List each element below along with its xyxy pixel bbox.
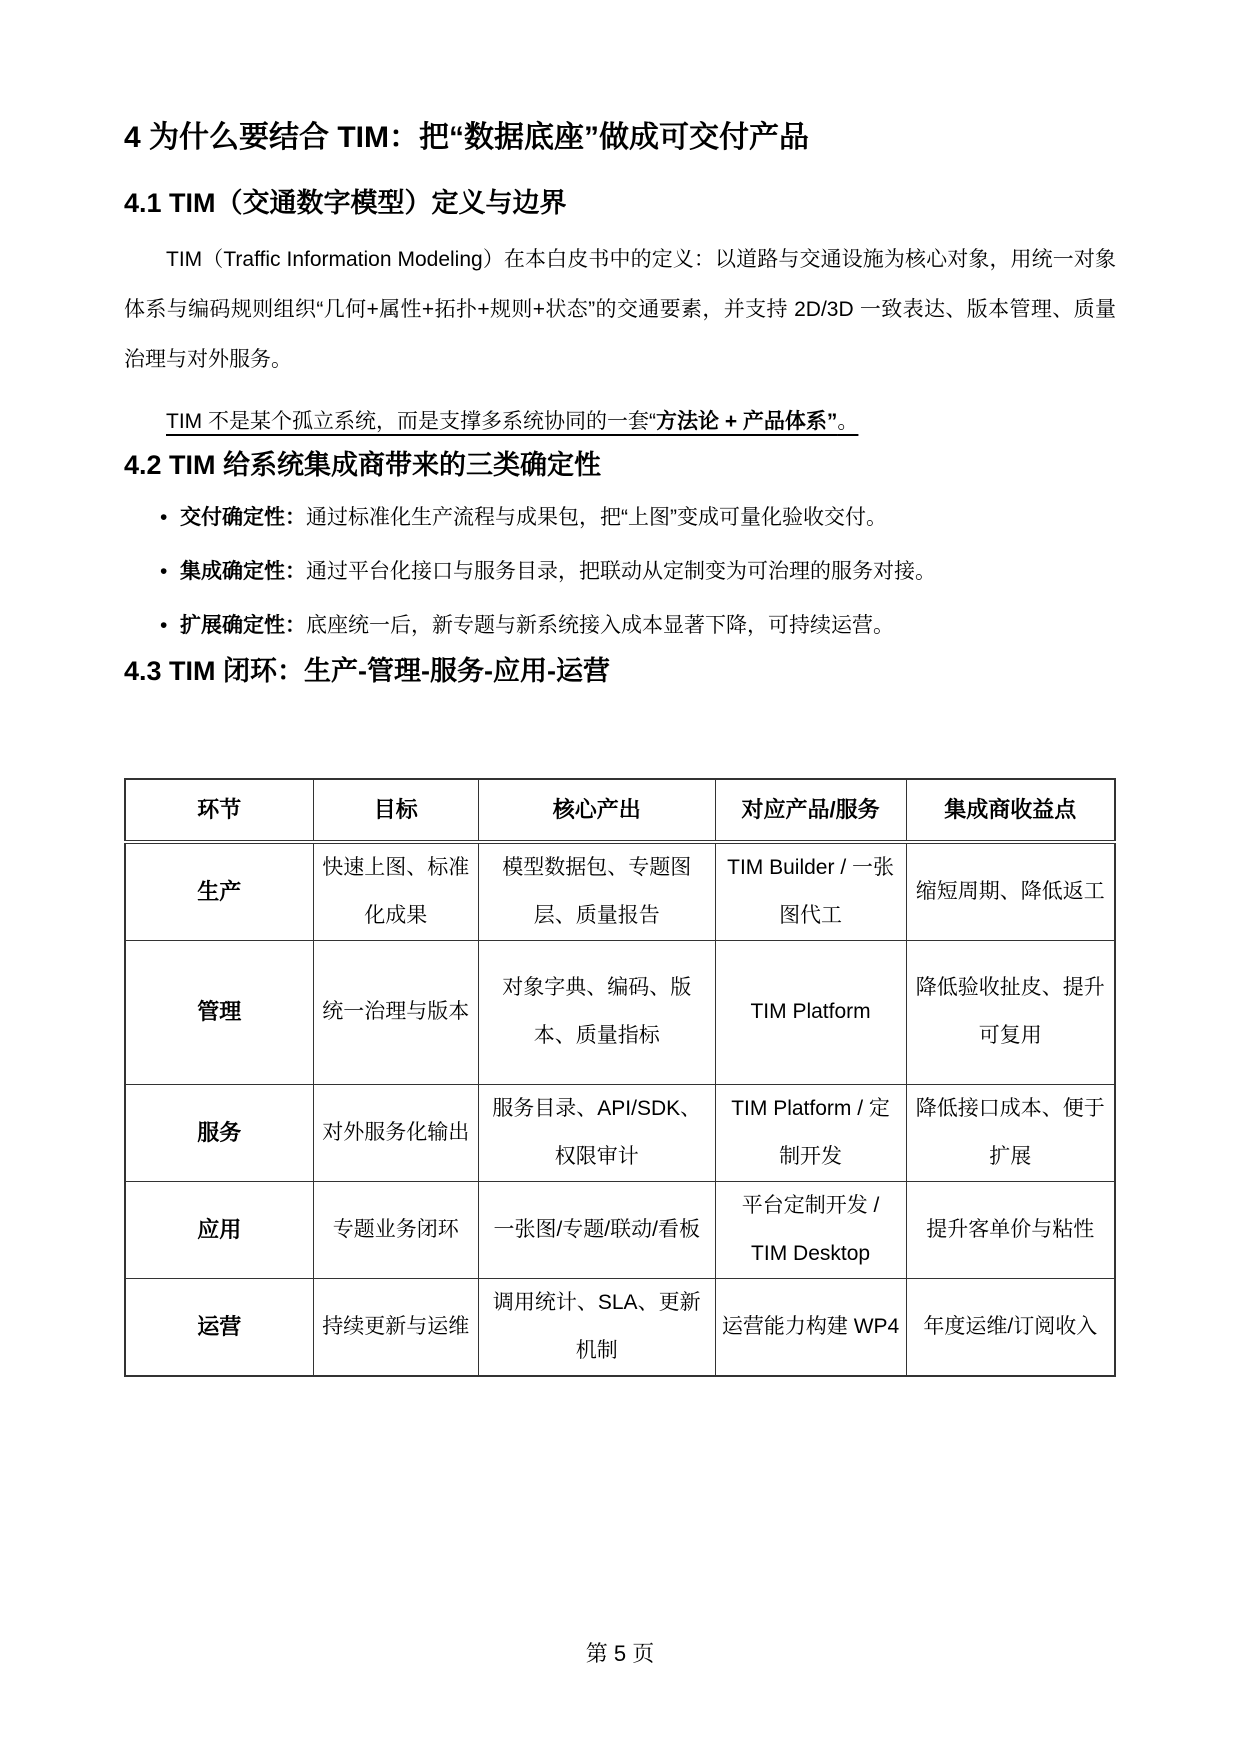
cell-stage: 应用	[125, 1181, 313, 1278]
table-row	[125, 940, 1115, 1084]
cell-goal: 统一治理与版本	[313, 940, 478, 1084]
bullet-label: 集成确定性：	[180, 560, 306, 584]
list-item	[124, 491, 1116, 545]
certainty-list	[124, 491, 1116, 653]
list-item	[124, 599, 1116, 653]
cell-stage: 生产	[125, 842, 313, 941]
cell-product: TIM Platform / 定制开发	[715, 1084, 906, 1181]
chapter-heading: 4 为什么要结合 TIM：把“数据底座”做成可交付产品	[124, 121, 810, 154]
tim-definition-paragraph: TIM（Traffic Information Modeling）在本白皮书中的定义：以道路与交通设施为核心对象，用统一对象体系与编码规则组织“几何+属性+拓扑+规则+状态”的交通要素，并支持 2D/3D 一致表达、版本管理、质量治理与对外服务。	[124, 247, 1116, 371]
col-header-stage: 环节	[125, 779, 313, 842]
page-number: 第 5 页	[585, 1641, 655, 1666]
cell-benefit: 缩短周期、降低返工	[906, 842, 1115, 941]
tim-callout-underlined	[124, 397, 1116, 447]
cell-product: TIM Builder / 一张图代工	[715, 842, 906, 941]
cell-stage: 管理	[125, 940, 313, 1084]
table-row	[125, 1181, 1115, 1278]
cell-goal: 持续更新与运维	[313, 1278, 478, 1376]
col-header-goal: 目标	[313, 779, 478, 842]
bullet-text: 通过平台化接口与服务目录，把联动从定制变为可治理的服务对接。	[306, 560, 936, 584]
section-43-heading: 4.3 TIM 闭环：生产-管理-服务-应用-运营	[124, 656, 610, 687]
cell-benefit: 年度运维/订阅收入	[906, 1278, 1115, 1376]
cell-product: 运营能力构建 WP4	[715, 1278, 906, 1376]
callout-prefix: TIM 不是某个孤立系统，而是支撑多系统协同的一套“	[166, 409, 656, 433]
cell-goal: 对外服务化输出	[313, 1084, 478, 1181]
cell-goal: 快速上图、标准化成果	[313, 842, 478, 941]
cell-output: 模型数据包、专题图层、质量报告	[478, 842, 715, 941]
cell-output: 对象字典、编码、版本、质量指标	[478, 940, 715, 1084]
cell-output: 服务目录、API/SDK、权限审计	[478, 1084, 715, 1181]
bullet-label: 扩展确定性：	[180, 614, 306, 638]
table-row	[125, 842, 1115, 941]
table-row	[125, 1084, 1115, 1181]
bullet-label: 交付确定性：	[180, 506, 306, 530]
col-header-benefit: 集成商收益点	[906, 779, 1115, 842]
section-41-heading: 4.1 TIM（交通数字模型）定义与边界	[124, 187, 567, 218]
table-row	[125, 1278, 1115, 1376]
bullet-text: 通过标准化生产流程与成果包，把“上图”变成可量化验收交付。	[306, 506, 887, 530]
cell-benefit: 提升客单价与粘性	[906, 1181, 1115, 1278]
cell-product: TIM Platform	[715, 940, 906, 1084]
section-42-heading: 4.2 TIM 给系统集成商带来的三类确定性	[124, 449, 602, 480]
callout-bold-phrase: 方法论 + 产品体系”	[655, 409, 838, 433]
cell-product: 平台定制开发 / TIM Desktop	[715, 1181, 906, 1278]
bullet-text: 底座统一后，新专题与新系统接入成本显著下降，可持续运营。	[306, 614, 894, 638]
cell-output: 调用统计、SLA、更新机制	[478, 1278, 715, 1376]
cell-stage: 服务	[125, 1084, 313, 1181]
list-item	[124, 545, 1116, 599]
cell-benefit: 降低接口成本、便于扩展	[906, 1084, 1115, 1181]
cell-stage: 运营	[125, 1278, 313, 1376]
cell-output: 一张图/专题/联动/看板	[478, 1181, 715, 1278]
table-header-row	[125, 779, 1115, 842]
cell-goal: 专题业务闭环	[313, 1181, 478, 1278]
callout-suffix: 。	[837, 409, 859, 433]
col-header-output: 核心产出	[478, 779, 715, 842]
cell-benefit: 降低验收扯皮、提升可复用	[906, 940, 1115, 1084]
tim-loop-table	[124, 778, 1116, 1377]
col-header-product: 对应产品/服务	[715, 779, 906, 842]
